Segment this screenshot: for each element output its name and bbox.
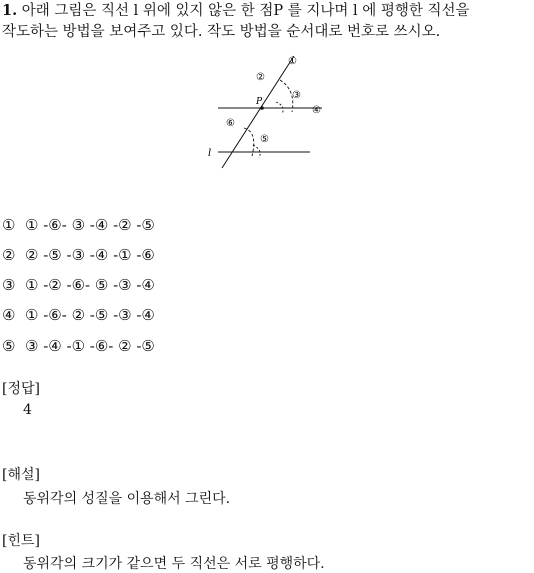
construction-figure [200,50,340,180]
option-sequence: ① -⑥- ② -⑤ -③ -④ [25,306,155,324]
step-label-4: ④ [312,105,321,116]
option-sequence: ② -⑤ -③ -④ -① -⑥ [25,246,155,264]
answer-heading: [정답] [2,381,40,397]
point-p-label: P [256,97,263,107]
hint-heading: [힌트] [2,533,40,549]
option-marker: ③ [2,276,16,294]
option-sequence: ① -⑥- ③ -④ -② -⑤ [25,216,155,234]
question-text [2,0,470,43]
option-marker: ④ [2,306,16,324]
option-1[interactable] [2,215,155,235]
option-3[interactable] [2,275,155,295]
step-label-2: ② [256,72,265,83]
question-line-1: 아래 그림은 직선 l 위에 있지 않은 한 점P 를 지나며 l 에 평행한 직선을 [21,3,470,19]
option-4[interactable] [2,305,155,325]
option-marker: ① [2,216,16,234]
question-line-2: 작도하는 방법을 보여주고 있다. 작도 방법을 순서대로 번호로 쓰시오. [2,24,441,40]
answer-value: 4 [23,402,32,418]
option-marker: ② [2,246,16,264]
explanation-heading: [해설] [2,467,40,483]
option-marker: ⑤ [2,337,16,355]
hint-text: 동위각의 크기가 같으면 두 직선은 서로 평행하다. [23,556,325,572]
option-sequence: ③ -④ -① -⑥- ② -⑤ [25,337,155,355]
step-label-1: ① [288,56,297,67]
question-number: 1. [2,2,18,19]
arc-upper [280,80,293,112]
step-label-5: ⑤ [260,134,269,145]
option-5[interactable] [2,336,155,356]
option-sequence: ① -② -⑥- ⑤ -③ -④ [25,276,155,294]
step-label-3: ③ [292,90,301,101]
line-l-label: l [208,148,212,159]
option-2[interactable] [2,245,155,265]
step-label-6: ⑥ [226,118,235,129]
explanation-text: 동위각의 성질을 이용해서 그린다. [23,491,231,507]
